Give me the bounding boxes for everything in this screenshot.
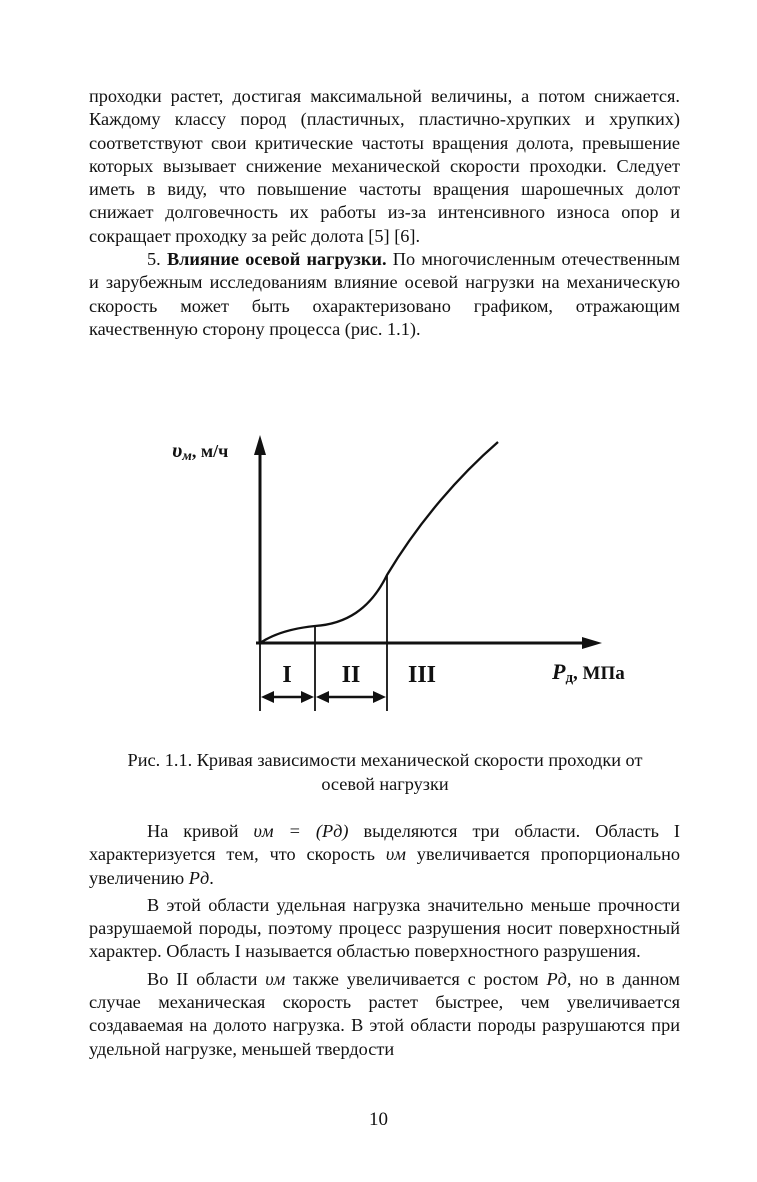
paragraph-5-end: , но в данном случае механическая скорость растет быстрее, чем увеличивается создаваемая на долото нагрузка. В этой области породы разрушаются при удельной нагрузке, меньшей твердости: [89, 968, 680, 1059]
symbol-p-2: Pд: [546, 968, 567, 989]
x-axis-arrow: [582, 637, 602, 649]
x-axis-unit: , МПа: [573, 663, 625, 684]
y-axis-arrow: [254, 435, 266, 455]
y-axis-unit: , м/ч: [191, 441, 229, 461]
range-arrow-2-right: [373, 691, 386, 703]
paragraph-5: [89, 968, 680, 1061]
symbol-v: υм: [385, 844, 406, 865]
range-arrow-2-left: [316, 691, 329, 703]
y-axis-symbol: υ: [172, 438, 183, 462]
range-arrow-1-right: [301, 691, 314, 703]
figure-velocity-vs-load: [150, 425, 650, 725]
paragraph-4: В этой области удельная нагрузка значительно меньше прочности разрушаемой породы, поэтому процесс разрушения носит поверхностный характер. Область I называется областью поверхностного разрушения.: [89, 894, 680, 962]
paragraph-5-start: Во II области: [147, 968, 266, 989]
x-axis-symbol: P: [552, 659, 566, 684]
page-number: 10: [369, 1109, 388, 1130]
section-number: 5.: [147, 249, 161, 270]
lower-text-block: [89, 820, 680, 1061]
y-axis-subscript: м: [182, 449, 192, 464]
paragraph-2: [89, 248, 680, 341]
region-label-2: II: [341, 662, 361, 688]
symbol-v-2: υм: [265, 968, 286, 989]
caption-line-1: Рис. 1.1. Кривая зависимости механической скорости проходки от: [127, 750, 643, 770]
x-axis-label: [551, 659, 625, 686]
velocity-curve: [260, 442, 498, 643]
caption-line-2: осевой нагрузки: [321, 774, 449, 794]
paragraph-3-continuation: увеличивается пропорционально увеличению: [89, 844, 681, 888]
upper-text-block: [89, 85, 680, 341]
paragraph-3-end: .: [209, 867, 214, 888]
paragraph-1: проходки растет, достигая максимальной величины, а потом снижается. Каждому классу пород (пластичных, пластично-хрупких и хрупких) соответствуют свои критические частоты вращения долота, превышение которых вызывает снижение механической скорости проходки. Следует иметь в виду, что повышение частоты вращения шарошечных долот снижает долговечность их работы из-за интенсивного износа опор и сокращает проходку за рейс долота [5] [6].: [89, 86, 680, 246]
symbol-p: Pд: [188, 867, 210, 888]
section-heading: Влияние осевой нагрузки.: [166, 249, 387, 270]
paragraph-3-start: На кривой: [147, 821, 254, 841]
paragraph-3: [89, 820, 680, 890]
paragraph-2-text: По многочисленным отечественным и зарубежным исследованиям влияние осевой нагрузки на механическую скорость может быть охарактеризовано графиком, отражающим качественную сторону процесса (рис. 1.1).: [89, 249, 680, 339]
range-arrow-1-left: [261, 691, 274, 703]
figure-caption: [80, 748, 690, 796]
y-axis-label: [172, 438, 228, 464]
region-label-1: I: [282, 662, 292, 688]
formula-v-of-p: υм = (Pд): [253, 821, 349, 841]
x-axis-subscript: д: [565, 670, 574, 686]
region-label-3: III: [407, 662, 437, 688]
paragraph-5-middle: также увеличивается с ростом: [285, 968, 547, 989]
paragraph-3-middle: выделяются три области. Область I характеризуется тем, что скорость: [89, 821, 681, 865]
